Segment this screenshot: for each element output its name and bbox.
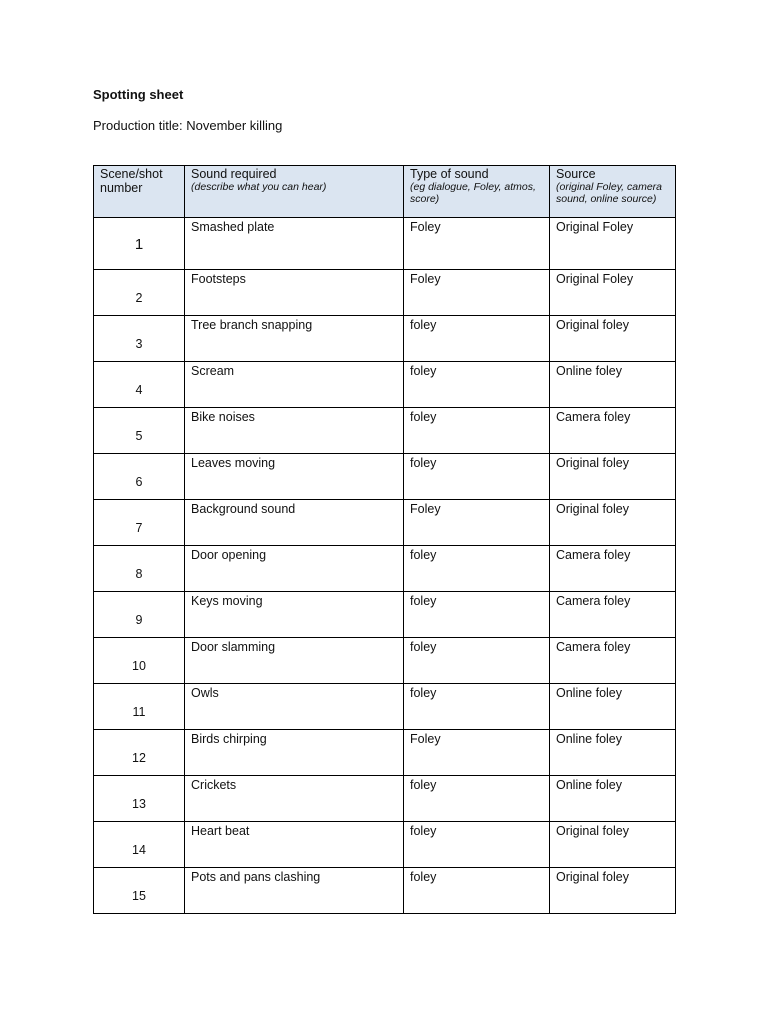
scene-number: 2	[94, 270, 185, 316]
table-row	[94, 362, 676, 408]
header-sound-label: Sound required	[191, 167, 277, 181]
sound-required: Leaves moving	[185, 454, 404, 500]
sound-source: Online foley	[550, 684, 676, 730]
sound-type: foley	[404, 546, 550, 592]
sound-type: foley	[404, 362, 550, 408]
sound-source: Camera foley	[550, 546, 676, 592]
scene-number: 4	[94, 362, 185, 408]
header-type-note: (eg dialogue, Foley, atmos, score)	[410, 181, 536, 205]
sound-source: Original Foley	[550, 218, 676, 270]
scene-number: 9	[94, 592, 185, 638]
sound-required: Smashed plate	[185, 218, 404, 270]
table-row	[94, 638, 676, 684]
header-scene-label: Scene/shot number	[100, 167, 163, 195]
production-title: Production title: November killing	[93, 118, 283, 133]
scene-number: 8	[94, 546, 185, 592]
table-row	[94, 270, 676, 316]
table-row	[94, 454, 676, 500]
spotting-table	[93, 165, 676, 914]
table-row	[94, 868, 676, 914]
sound-required: Scream	[185, 362, 404, 408]
sound-type: foley	[404, 454, 550, 500]
scene-number: 13	[94, 776, 185, 822]
sound-required: Keys moving	[185, 592, 404, 638]
sound-type: foley	[404, 822, 550, 868]
table-row	[94, 500, 676, 546]
header-scene	[94, 166, 185, 218]
header-sound	[185, 166, 404, 218]
sound-type: foley	[404, 316, 550, 362]
sound-type: Foley	[404, 218, 550, 270]
table-row	[94, 218, 676, 270]
sound-source: Camera foley	[550, 592, 676, 638]
sound-type: foley	[404, 776, 550, 822]
scene-number: 6	[94, 454, 185, 500]
sound-required: Door opening	[185, 546, 404, 592]
sound-source: Original foley	[550, 868, 676, 914]
header-source	[550, 166, 676, 218]
sound-required: Pots and pans clashing	[185, 868, 404, 914]
sound-required: Tree branch snapping	[185, 316, 404, 362]
sound-source: Online foley	[550, 776, 676, 822]
header-type-label: Type of sound	[410, 167, 489, 181]
header-row	[94, 166, 676, 218]
scene-number: 14	[94, 822, 185, 868]
table-row	[94, 684, 676, 730]
document-title: Spotting sheet	[93, 87, 184, 102]
sound-type: foley	[404, 592, 550, 638]
sound-type: foley	[404, 868, 550, 914]
sound-source: Original Foley	[550, 270, 676, 316]
sound-required: Footsteps	[185, 270, 404, 316]
table-row	[94, 408, 676, 454]
sound-source: Original foley	[550, 316, 676, 362]
sound-source: Original foley	[550, 822, 676, 868]
sound-required: Birds chirping	[185, 730, 404, 776]
scene-number: 11	[94, 684, 185, 730]
sound-source: Online foley	[550, 730, 676, 776]
sound-required: Owls	[185, 684, 404, 730]
sound-required: Bike noises	[185, 408, 404, 454]
scene-number: 5	[94, 408, 185, 454]
scene-number: 12	[94, 730, 185, 776]
table-row	[94, 316, 676, 362]
sound-type: foley	[404, 408, 550, 454]
header-source-label: Source	[556, 167, 596, 181]
scene-number: 7	[94, 500, 185, 546]
sound-source: Camera foley	[550, 408, 676, 454]
table-row	[94, 730, 676, 776]
sound-required: Background sound	[185, 500, 404, 546]
header-sound-note: (describe what you can hear)	[191, 181, 327, 193]
sound-required: Heart beat	[185, 822, 404, 868]
sound-source: Camera foley	[550, 638, 676, 684]
sound-type: foley	[404, 638, 550, 684]
sound-required: Crickets	[185, 776, 404, 822]
table-row	[94, 546, 676, 592]
sound-source: Original foley	[550, 454, 676, 500]
header-type	[404, 166, 550, 218]
scene-number: 15	[94, 868, 185, 914]
table-row	[94, 776, 676, 822]
sound-type: Foley	[404, 270, 550, 316]
sound-type: foley	[404, 684, 550, 730]
header-source-note: (original Foley, camera sound, online source)	[556, 181, 663, 205]
scene-number: 3	[94, 316, 185, 362]
scene-number: 10	[94, 638, 185, 684]
table-row	[94, 822, 676, 868]
sound-source: Online foley	[550, 362, 676, 408]
scene-number: 1	[94, 218, 185, 270]
sound-type: Foley	[404, 500, 550, 546]
table-row	[94, 592, 676, 638]
sound-type: Foley	[404, 730, 550, 776]
sound-required: Door slamming	[185, 638, 404, 684]
sound-source: Original foley	[550, 500, 676, 546]
